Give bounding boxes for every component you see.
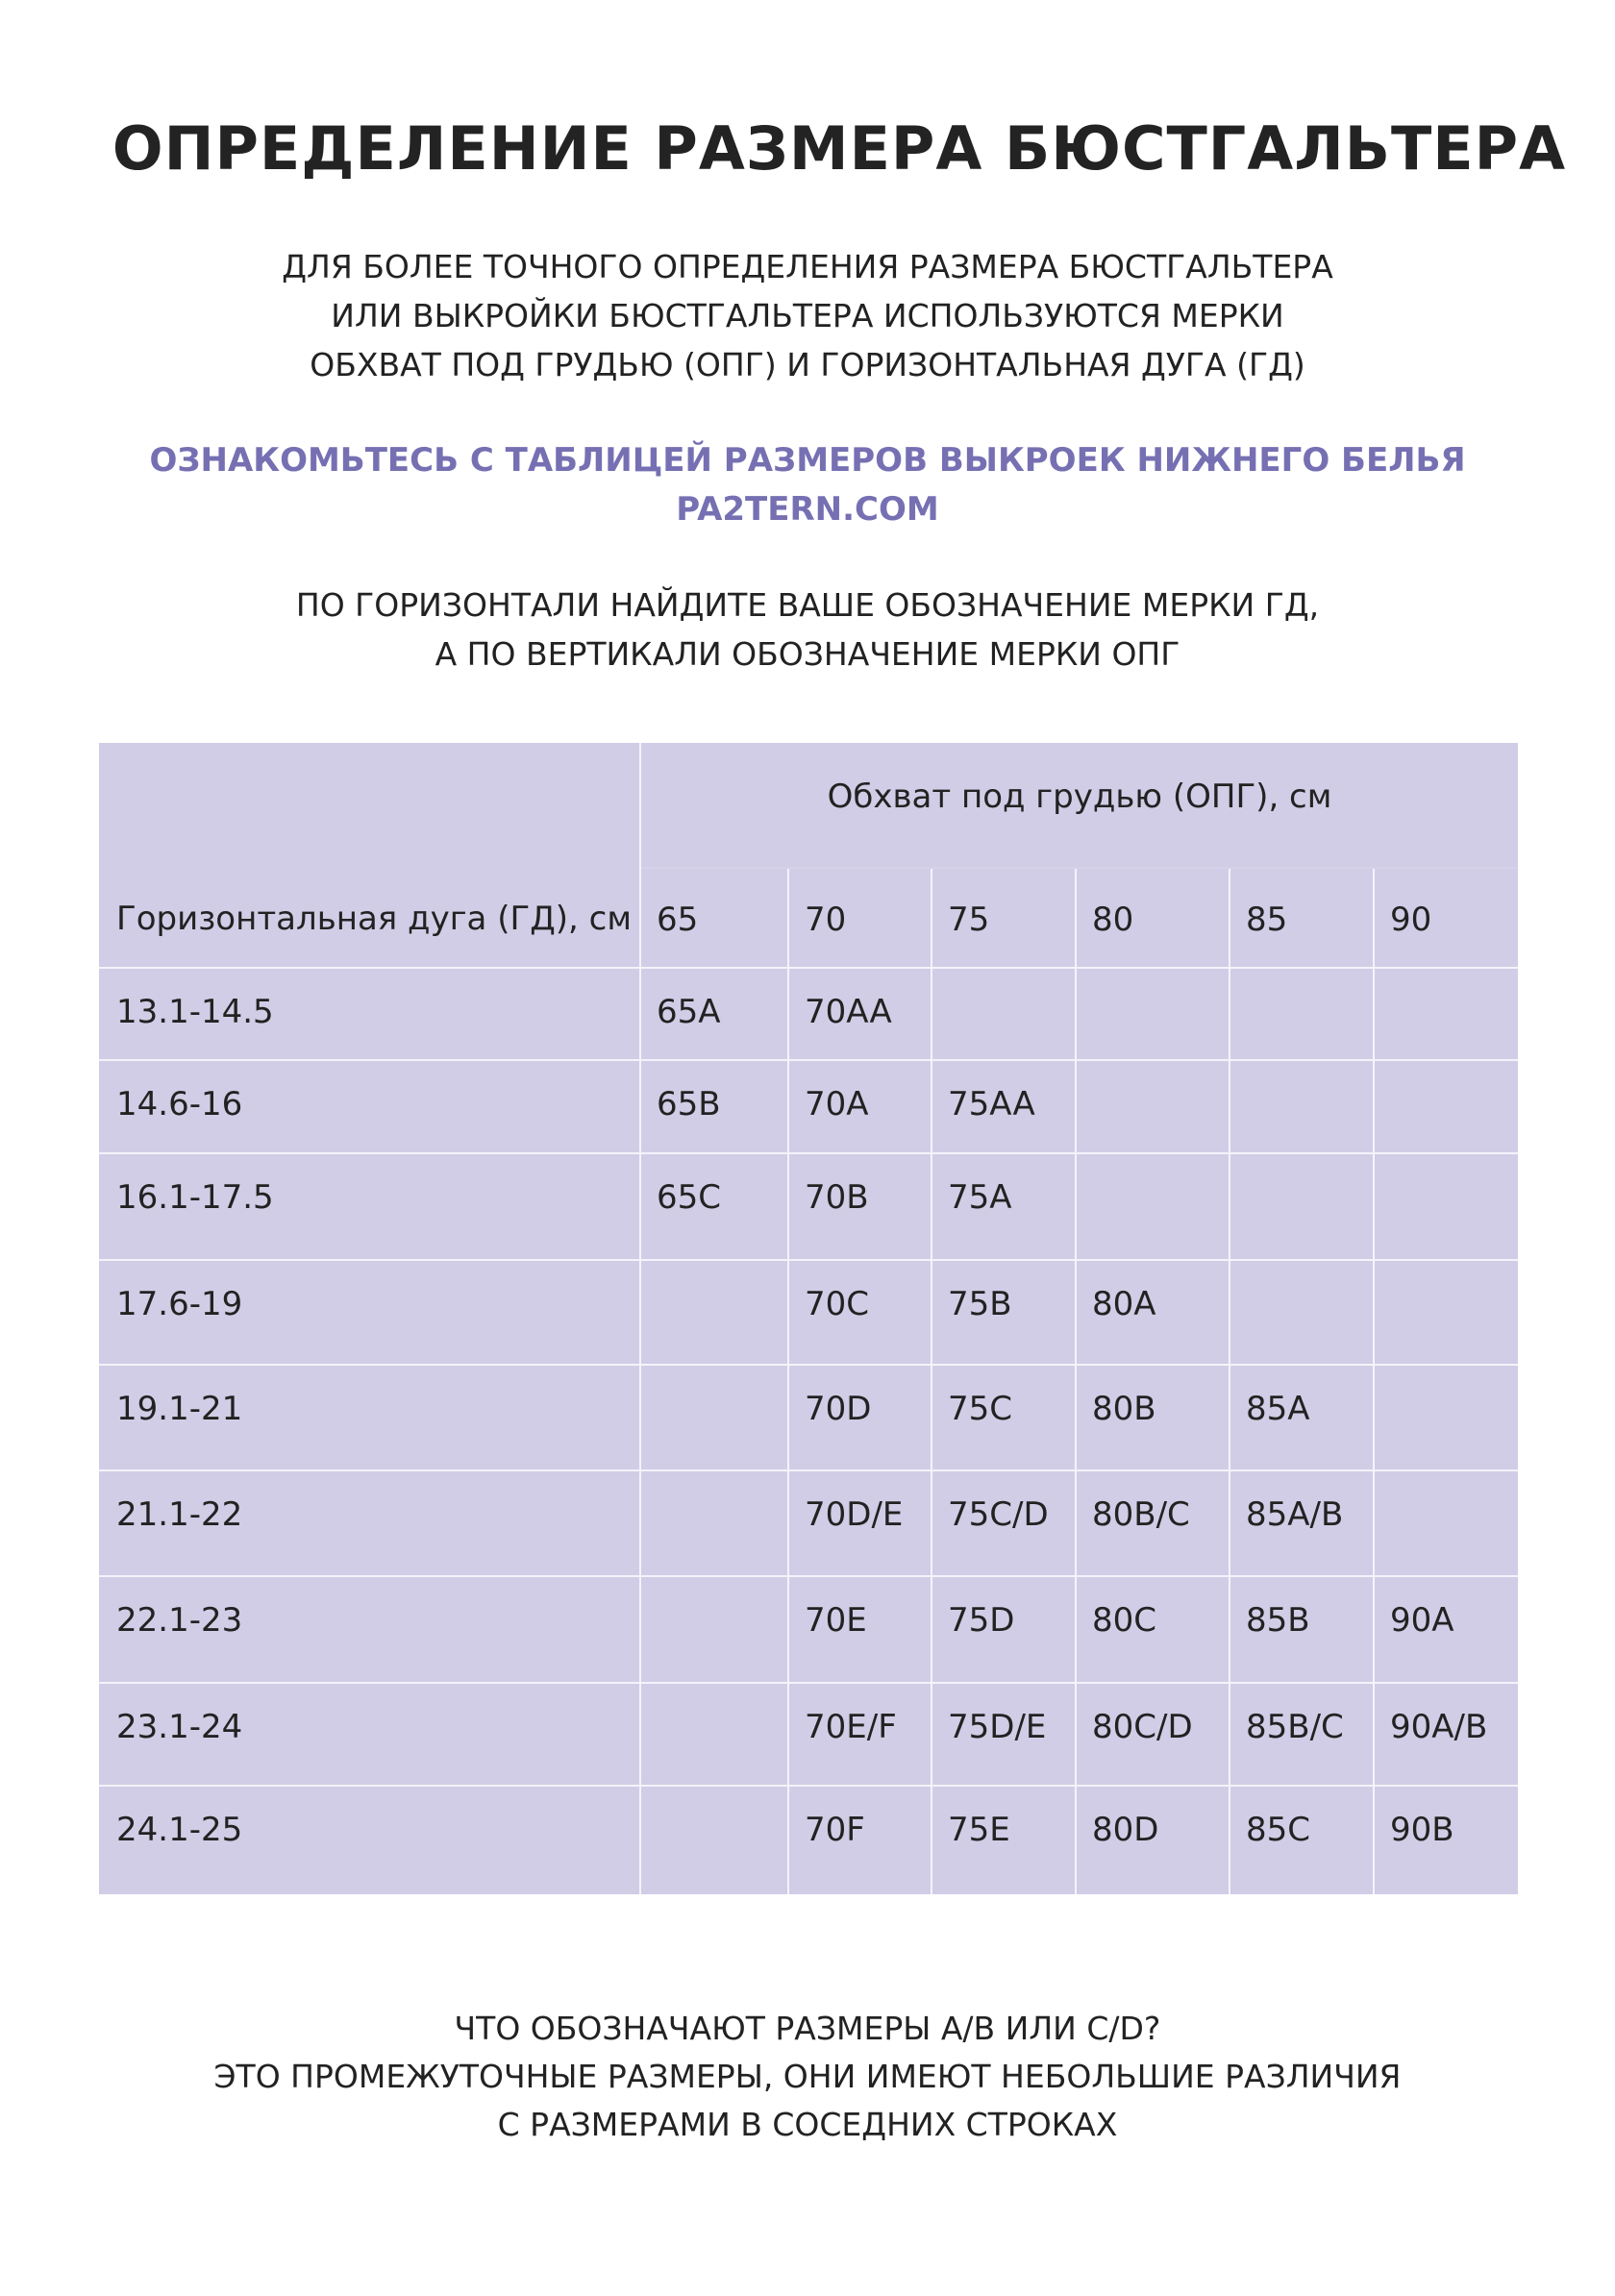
size-cell [1076,968,1230,1060]
size-cell: 80B/C [1076,1470,1230,1576]
row-label: 24.1-25 [99,1786,640,1894]
instructions-paragraph [0,580,1615,679]
row-label: 16.1-17.5 [99,1153,640,1260]
column-header: 65 [640,868,788,968]
size-cell [1230,1153,1374,1260]
size-cell: 70C [788,1260,932,1365]
size-cell: 85B/C [1230,1683,1374,1786]
table-row [99,968,1518,1060]
size-cell: 85A [1230,1365,1374,1470]
footer-line: С РАЗМЕРАМИ В СОСЕДНИХ СТРОКАХ [497,2106,1118,2143]
size-cell [1374,1365,1518,1470]
footer-note [0,2005,1615,2149]
table-row [99,1786,1518,1894]
promo-link[interactable]: PA2TERN.COM [676,490,939,529]
size-cell: 75C/D [932,1470,1076,1576]
size-cell: 80A [1076,1260,1230,1365]
size-cell: 75D [932,1576,1076,1683]
instructions-line: А ПО ВЕРТИКАЛИ ОБОЗНАЧЕНИЕ МЕРКИ ОПГ [435,635,1180,673]
size-cell: 75D/E [932,1683,1076,1786]
size-cell: 70B [788,1153,932,1260]
page-title: ОПРЕДЕЛЕНИЕ РАЗМЕРА БЮСТГАЛЬТЕРА [112,113,1567,184]
size-cell: 70D/E [788,1470,932,1576]
size-cell: 80C/D [1076,1683,1230,1786]
size-cell: 75A [932,1153,1076,1260]
size-cell: 70E/F [788,1683,932,1786]
size-cell: 75E [932,1786,1076,1894]
size-cell: 80C [1076,1576,1230,1683]
row-label: 23.1-24 [99,1683,640,1786]
size-cell: 75AA [932,1060,1076,1153]
size-cell [640,1470,788,1576]
column-header: 70 [788,868,932,968]
size-cell [640,1786,788,1894]
size-cell [1076,1153,1230,1260]
column-header: 75 [932,868,1076,968]
intro-line: ИЛИ ВЫКРОЙКИ БЮСТГАЛЬТЕРА ИСПОЛЬЗУЮТСЯ МЕРКИ [331,297,1284,334]
size-cell [640,1576,788,1683]
size-cell [1374,1153,1518,1260]
column-header: 80 [1076,868,1230,968]
size-cell [1374,968,1518,1060]
table-row [99,1153,1518,1260]
row-header-label: Горизонтальная дуга (ГД), см [99,743,640,968]
row-label: 21.1-22 [99,1470,640,1576]
footer-line: ЭТО ПРОМЕЖУТОЧНЫЕ РАЗМЕРЫ, ОНИ ИМЕЮТ НЕБОЛЬШИЕ РАЗЛИЧИЯ [213,2058,1402,2095]
table-header-row [99,743,1518,868]
table-row [99,1060,1518,1153]
footer-question: ЧТО ОБОЗНАЧАЮТ РАЗМЕРЫ A/B ИЛИ C/D? [454,2010,1161,2047]
size-cell: 90A/B [1374,1683,1518,1786]
table-row [99,1470,1518,1576]
size-cell [640,1683,788,1786]
size-cell: 80B [1076,1365,1230,1470]
bra-size-table [99,743,1518,1894]
intro-line: ОБХВАТ ПОД ГРУДЬЮ (ОПГ) И ГОРИЗОНТАЛЬНАЯ ДУГА (ГД) [310,346,1305,383]
size-cell: 70AA [788,968,932,1060]
column-header: 85 [1230,868,1374,968]
row-label: 19.1-21 [99,1365,640,1470]
size-cell: 85A/B [1230,1470,1374,1576]
promo-paragraph [0,436,1615,534]
intro-line: ДЛЯ БОЛЕЕ ТОЧНОГО ОПРЕДЕЛЕНИЯ РАЗМЕРА БЮСТГАЛЬТЕРА [282,248,1333,285]
size-cell: 85B [1230,1576,1374,1683]
table-row [99,1365,1518,1470]
size-cell [1076,1060,1230,1153]
row-label: 14.6-16 [99,1060,640,1153]
size-cell [1230,1260,1374,1365]
size-cell: 75B [932,1260,1076,1365]
size-cell: 70D [788,1365,932,1470]
size-cell [640,1365,788,1470]
row-label: 13.1-14.5 [99,968,640,1060]
size-cell: 85C [1230,1786,1374,1894]
size-cell: 70F [788,1786,932,1894]
instructions-line: ПО ГОРИЗОНТАЛИ НАЙДИТЕ ВАШЕ ОБОЗНАЧЕНИЕ МЕРКИ ГД, [295,586,1320,624]
size-cell: 70A [788,1060,932,1153]
size-cell: 90B [1374,1786,1518,1894]
table-row [99,1576,1518,1683]
size-cell [640,1260,788,1365]
intro-paragraph [0,242,1615,389]
size-cell [1230,968,1374,1060]
size-cell [1230,1060,1374,1153]
column-header: 90 [1374,868,1518,968]
size-cell [1374,1060,1518,1153]
row-label: 17.6-19 [99,1260,640,1365]
size-cell: 70E [788,1576,932,1683]
size-cell: 80D [1076,1786,1230,1894]
size-cell [932,968,1076,1060]
table-row [99,1260,1518,1365]
size-cell [1374,1260,1518,1365]
size-cell: 65C [640,1153,788,1260]
size-cell: 75C [932,1365,1076,1470]
size-cell: 65B [640,1060,788,1153]
table-row [99,1683,1518,1786]
column-group-label: Обхват под грудью (ОПГ), см [640,743,1518,868]
row-label: 22.1-23 [99,1576,640,1683]
size-cell: 65A [640,968,788,1060]
size-cell: 90A [1374,1576,1518,1683]
size-cell [1374,1470,1518,1576]
promo-line: ОЗНАКОМЬТЕСЬ С ТАБЛИЦЕЙ РАЗМЕРОВ ВЫКРОЕК НИЖНЕГО БЕЛЬЯ [149,441,1466,480]
